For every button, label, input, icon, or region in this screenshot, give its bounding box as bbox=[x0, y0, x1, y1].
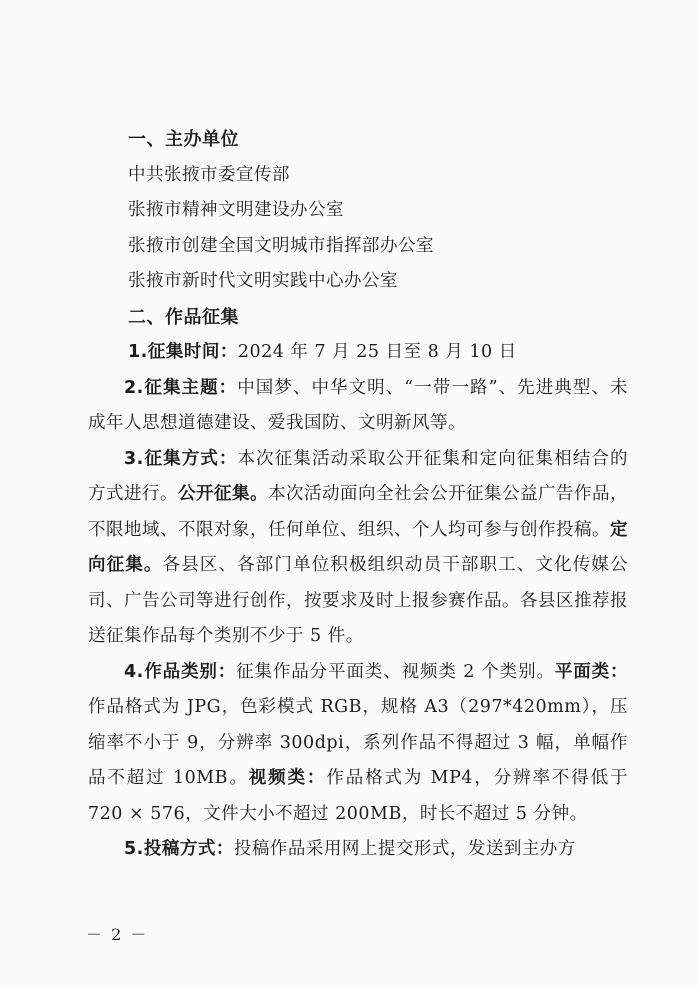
page-number: － 2 － bbox=[86, 925, 149, 944]
collection-time-text: 2024 年 7 月 25 日至 8 月 10 日 bbox=[237, 342, 517, 362]
collection-method bbox=[88, 442, 628, 655]
organizer-1: 中共张掖市委宣传部 bbox=[128, 164, 290, 185]
collection-theme bbox=[88, 371, 628, 442]
work-category bbox=[88, 655, 628, 833]
submission-method-label: 5.投稿方式： bbox=[124, 839, 234, 859]
collection-method-text-1: 本次征集活动采取公开征集和定向征集相结合的方式进行。 bbox=[88, 448, 629, 504]
submission-method bbox=[88, 832, 628, 868]
heading-organizers: 一、主办单位 bbox=[128, 129, 239, 150]
directed-collection-label: 定向征集。 bbox=[88, 519, 628, 575]
work-category-text-1: 征集作品分平面类、视频类 2 个类别。 bbox=[236, 661, 555, 682]
work-category-label: 4.作品类别： bbox=[124, 661, 237, 682]
print-category-label: 平面类： bbox=[554, 661, 628, 682]
collection-method-text-2: 本次活动面向全社会公开征集公益广告作品，不限地域、不限对象，任何单位、组织、个人均可参与创作投稿。 bbox=[88, 484, 628, 540]
work-category-text-3: 作品格式为 MP4，分辨率不得低于 720 × 576，文件大小不超过 200MB，时长不超过 5 分钟。 bbox=[88, 768, 629, 824]
collection-theme-label: 2.征集主题： bbox=[124, 377, 238, 398]
public-collection-label: 公开征集。 bbox=[178, 484, 268, 504]
organizer-2: 张掖市精神文明建设办公室 bbox=[128, 200, 344, 220]
work-category-text-2: 作品格式为 JPG，色彩模式 RGB，规格 A3（297*420mm），压缩率不小于 9，分辨率 300dpi，系列作品不得超过 3 幅，单幅作品不超过 10MB。 bbox=[88, 697, 628, 788]
collection-method-text-3: 各县区、各部门单位积极组织动员干部职工、文化传媒公司、广告公司等进行创作，按要求及时上报参赛作品。各县区推荐报送征集作品每个类别不少于 5 件。 bbox=[88, 555, 629, 646]
submission-method-text: 投稿作品采用网上提交形式，发送到主办方 bbox=[233, 839, 576, 859]
video-category-label: 视频类： bbox=[248, 768, 327, 788]
heading-collection: 二、作品征集 bbox=[128, 306, 239, 328]
document-body bbox=[88, 122, 628, 868]
collection-time bbox=[88, 335, 628, 371]
collection-method-label: 3.征集方式： bbox=[124, 448, 238, 469]
collection-time-label: 1.征集时间： bbox=[128, 342, 238, 362]
organizer-4: 张掖市新时代文明实践中心办公室 bbox=[128, 271, 398, 291]
collection-theme-text: 中国梦、中华文明、“一带一路”、先进典型、未成年人思想道德建设、爱我国防、文明新风等。 bbox=[88, 377, 628, 433]
organizer-3: 张掖市创建全国文明城市指挥部办公室 bbox=[128, 235, 434, 256]
